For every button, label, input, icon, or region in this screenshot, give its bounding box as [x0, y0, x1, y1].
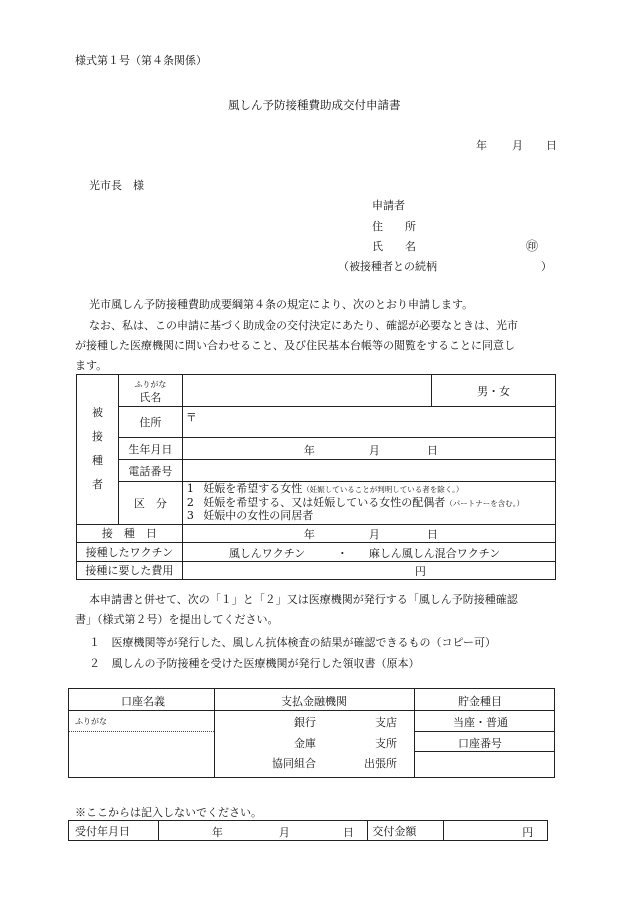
postal-mark: 〒	[185, 411, 197, 424]
category-options[interactable]	[182, 482, 555, 525]
date-year-label: 年	[476, 139, 487, 152]
side-char-3: 種	[91, 454, 103, 468]
amount-field	[444, 821, 548, 841]
attachment-2-text: 風しんの予防接種を受けた医療機関が発行した領収書（原本）	[111, 657, 420, 670]
address-label: 住所	[118, 407, 182, 438]
bank-header-line	[69, 710, 554, 711]
date-day-label: 日	[546, 139, 557, 152]
applicant-address-label: 住 所	[372, 220, 416, 233]
cost-label: 接種に要した費用	[77, 561, 183, 579]
seal-mark: ㊞	[526, 239, 539, 253]
vacc-year-label: 年	[303, 528, 315, 541]
deposit-type-header: 貯金種目	[458, 695, 502, 708]
branch-suffix: 支店	[375, 716, 397, 729]
office-use-notice: ※ここからは記入しないでください。	[75, 806, 262, 819]
vacc-month-label: 月	[368, 528, 380, 541]
office-use-table	[68, 820, 548, 841]
phone-field[interactable]	[182, 460, 555, 482]
attachment-2-number: ２	[89, 657, 100, 670]
side-char-4: 者	[91, 478, 103, 492]
vaccine-option-mr[interactable]: 麻しん風しん混合ワクチン	[368, 547, 501, 560]
category-2-number: 2	[186, 495, 194, 509]
cost-field[interactable]	[182, 561, 555, 579]
vaccinee-side-label	[77, 375, 119, 525]
attachment-1-text: 医療機関等が発行した、風しん抗体検査の結果が確認できるもの（コピー可）	[111, 636, 497, 649]
birth-year-label: 年	[303, 443, 315, 457]
attachment-item-2	[89, 655, 420, 671]
amount-label: 交付金額	[368, 821, 444, 841]
received-date-field	[158, 821, 368, 841]
phone-label: 電話番号	[118, 460, 182, 482]
attachment-item-1	[89, 634, 496, 650]
received-date-label: 受付年月日	[69, 821, 159, 841]
category-3-number: 3	[186, 509, 194, 522]
bank-table	[68, 688, 555, 778]
category-label: 区 分	[118, 482, 182, 525]
account-name-header: 口座名義	[121, 695, 165, 708]
birthdate-label: 生年月日	[118, 438, 182, 460]
addressee: 光市長 様	[89, 179, 144, 192]
category-1-text: 妊娠を希望する女性	[203, 482, 303, 495]
relation-label: （被接種者との続柄	[338, 260, 437, 273]
account-number-field[interactable]	[415, 752, 554, 777]
vaccine-option-rubella[interactable]: 風しんワクチン	[228, 547, 306, 560]
account-name-field[interactable]	[69, 732, 214, 777]
branch2-suffix: 支所	[375, 737, 397, 750]
gender-field[interactable]: 男・女	[432, 375, 556, 407]
form-number: 様式第１号（第４条関係）	[75, 54, 207, 67]
intro-paragraph-1: 光市風しん予防接種費助成要綱第４条の規定により、次のとおり申請します。	[89, 298, 474, 311]
vaccination-date-field[interactable]	[182, 524, 555, 542]
received-day: 日	[342, 825, 354, 839]
coop-suffix: 協同組合	[272, 757, 316, 770]
bank-divider-1	[214, 689, 215, 777]
vaccinee-table	[76, 374, 556, 580]
category-3-text: 妊娠中の女性の同居者	[203, 509, 314, 522]
intro-paragraph-2-line-2: が接種した医療機関に問い合わせること、及び住民基本台帳等の閲覧をすることに同意し	[75, 339, 515, 352]
institution-header: 支払金融機関	[281, 695, 347, 708]
category-option-2[interactable]	[187, 497, 555, 511]
vaccine-field[interactable]	[182, 542, 555, 561]
vaccine-separator: ・	[336, 547, 348, 560]
name-label: 氏名	[139, 390, 162, 404]
account-number-label: 口座番号	[458, 737, 502, 750]
office-suffix: 出張所	[364, 757, 397, 770]
vacc-day-label: 日	[426, 528, 438, 541]
bank-suffix: 銀行	[294, 716, 316, 729]
page-title: 風しん予防接種費助成交付申請書	[228, 98, 401, 112]
vaccination-date-label: 接 種 日	[77, 524, 183, 542]
received-year: 年	[211, 825, 223, 839]
category-2-note: （パートナーを含む。）	[445, 498, 525, 508]
attachment-1-number: １	[89, 636, 100, 649]
side-char-1: 被	[91, 406, 103, 420]
attachments-intro-line-1: 本申請書と併せて、次の「１」と「２」又は医療機関が発行する「風しん予防接種確認	[89, 593, 518, 606]
address-field[interactable]	[182, 407, 555, 438]
birth-day-label: 日	[426, 443, 438, 457]
category-1-note: （妊娠していることが判明している者を除く。）	[302, 485, 464, 494]
relation-close: ）	[541, 260, 552, 273]
applicant-name-label: 氏 名	[372, 240, 416, 253]
amount-unit: 円	[522, 825, 534, 839]
intro-paragraph-2-line-1: なお、私は、この申請に基づく助成金の交付決定にあたり、確認が必要なときは、光市	[89, 319, 518, 332]
furigana-label: ふりがな	[134, 379, 167, 389]
attachments-intro-line-2: 書」（様式第２号）を提出してください。	[75, 613, 279, 626]
intro-paragraph-2-line-3: ます。	[75, 359, 108, 372]
category-2-text: 妊娠を希望する、又は妊娠している女性の配偶者	[203, 495, 446, 509]
vaccine-label: 接種したワクチン	[77, 542, 183, 561]
cost-unit: 円	[414, 565, 426, 578]
deposit-options[interactable]: 当座・普通	[453, 716, 508, 729]
birthdate-field[interactable]	[182, 438, 555, 460]
date-month-label: 月	[512, 139, 523, 152]
category-option-1[interactable]	[187, 483, 555, 497]
name-field[interactable]	[182, 375, 431, 407]
side-char-2: 接	[91, 430, 103, 444]
category-1-number: 1	[186, 482, 194, 495]
applicant-heading: 申請者	[372, 199, 405, 212]
bank-furigana-label: ふりがな	[75, 717, 107, 726]
deposit-line-1	[414, 731, 554, 732]
birth-month-label: 月	[368, 443, 380, 457]
name-label-cell	[118, 375, 182, 407]
shinkin-suffix: 金庫	[294, 737, 316, 750]
category-option-3[interactable]	[187, 510, 555, 523]
received-month: 月	[278, 825, 290, 839]
